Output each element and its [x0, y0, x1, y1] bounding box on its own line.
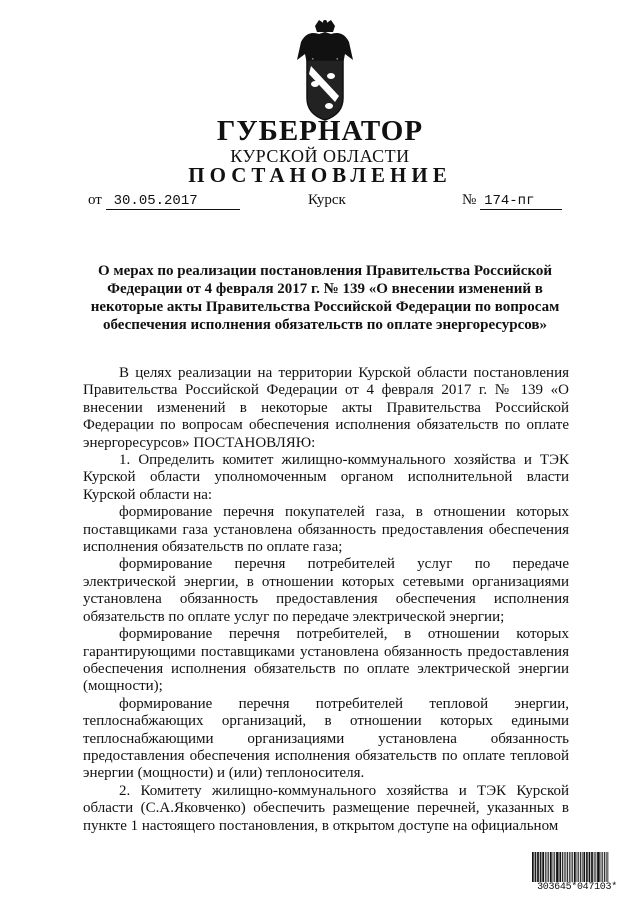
- body-paragraph: формирование перечня покупателей газа, в отношении которых поставщиками газа установлена обязанность предоставления обеспечения исполнения обязательств по оплате газа;: [83, 504, 569, 556]
- barcode-number: 303645*047103*: [537, 882, 617, 893]
- body-paragraph: формирование перечня потребителей, в отношении которых гарантирующими поставщиками установлена обязанность предоставления обеспечения исполнения обязательств по оплате электрической энергии (мощности);: [83, 626, 569, 695]
- barcode-bar: [532, 852, 533, 882]
- barcode-bar: [574, 852, 576, 882]
- barcode-bar: [589, 852, 590, 882]
- barcode-bar: [542, 852, 544, 882]
- document-title: О мерах по реализации постановления Правительства Российской Федерации от 4 февраля 2017 г. № 139 «О внесении изменений в некоторые акты Правительства Российской Федерации по вопросам обеспечения исполнения обязательств по оплате энергоресурсов»: [90, 263, 560, 333]
- barcode-bar: [607, 852, 608, 882]
- barcode-bar: [548, 852, 549, 882]
- barcode-bar: [559, 852, 561, 882]
- barcode-bar: [580, 852, 581, 882]
- region-heading: КУРСКОЙ ОБЛАСТИ: [230, 146, 410, 166]
- barcode-bar: [598, 852, 599, 882]
- body-paragraph: 2. Комитету жилищно-коммунального хозяйства и ТЭК Курской области (С.А.Яковченко) обеспечить размещение перечней, указанных в пункте 1 настоящего постановления, в открытом доступе на официальном: [83, 782, 569, 834]
- body-paragraph: формирование перечня потребителей услуг по передаче электрической энергии, в отношении которых сетевыми организациями установлена обязанность предоставления обеспечения исполнения обязательств по оплате услуг по передаче электрической энергии;: [83, 556, 569, 625]
- governor-heading: ГУБЕРНАТОР: [216, 115, 424, 147]
- body-paragraph: В целях реализации на территории Курской области постановления Правительства Российской Федерации от 4 февраля 2017 г. № 139 «О внесении изменений в некоторые акты Правительства Российской Федерации по вопросам обеспечения исполнения обязательств по оплате энергоресурсов» ПОСТАНОВЛЯЮ:: [83, 365, 569, 451]
- barcode-bar: [570, 852, 571, 882]
- barcode-bar: [602, 852, 603, 882]
- date-prefix: от: [88, 192, 102, 208]
- document-number: [462, 192, 562, 210]
- barcode-bar: [537, 852, 538, 882]
- coat-of-arms-icon: [293, 20, 357, 122]
- body-paragraph: 1. Определить комитет жилищно-коммунального хозяйства и ТЭК Курской области уполномоченным органом исполнительной власти Курской области на:: [83, 452, 569, 503]
- barcode-bar: [565, 852, 566, 882]
- document-type-heading: ПОСТАНОВЛЕНИЕ: [188, 163, 452, 187]
- barcode-bar: [557, 852, 558, 882]
- barcode: [532, 852, 622, 894]
- number-prefix: №: [462, 192, 477, 208]
- barcode-bar: [584, 852, 585, 882]
- body-paragraph: формирование перечня потребителей тепловой энергии, теплоснабжающих организаций, в отношении которых едиными теплоснабжающими организациями установлена обязанность предоставления обеспечения исполнения обязательств по оплате тепловой энергии (мощности) и (или) теплоносителя.: [83, 695, 569, 782]
- document-body: [83, 365, 569, 835]
- barcode-bar: [591, 852, 593, 882]
- barcode-icon: [532, 852, 609, 882]
- document-date: [88, 192, 240, 210]
- barcode-bar: [550, 852, 551, 882]
- number-value: 174-пг: [480, 193, 562, 210]
- city-name: Курск: [308, 192, 346, 208]
- date-value: 30.05.2017: [106, 193, 240, 210]
